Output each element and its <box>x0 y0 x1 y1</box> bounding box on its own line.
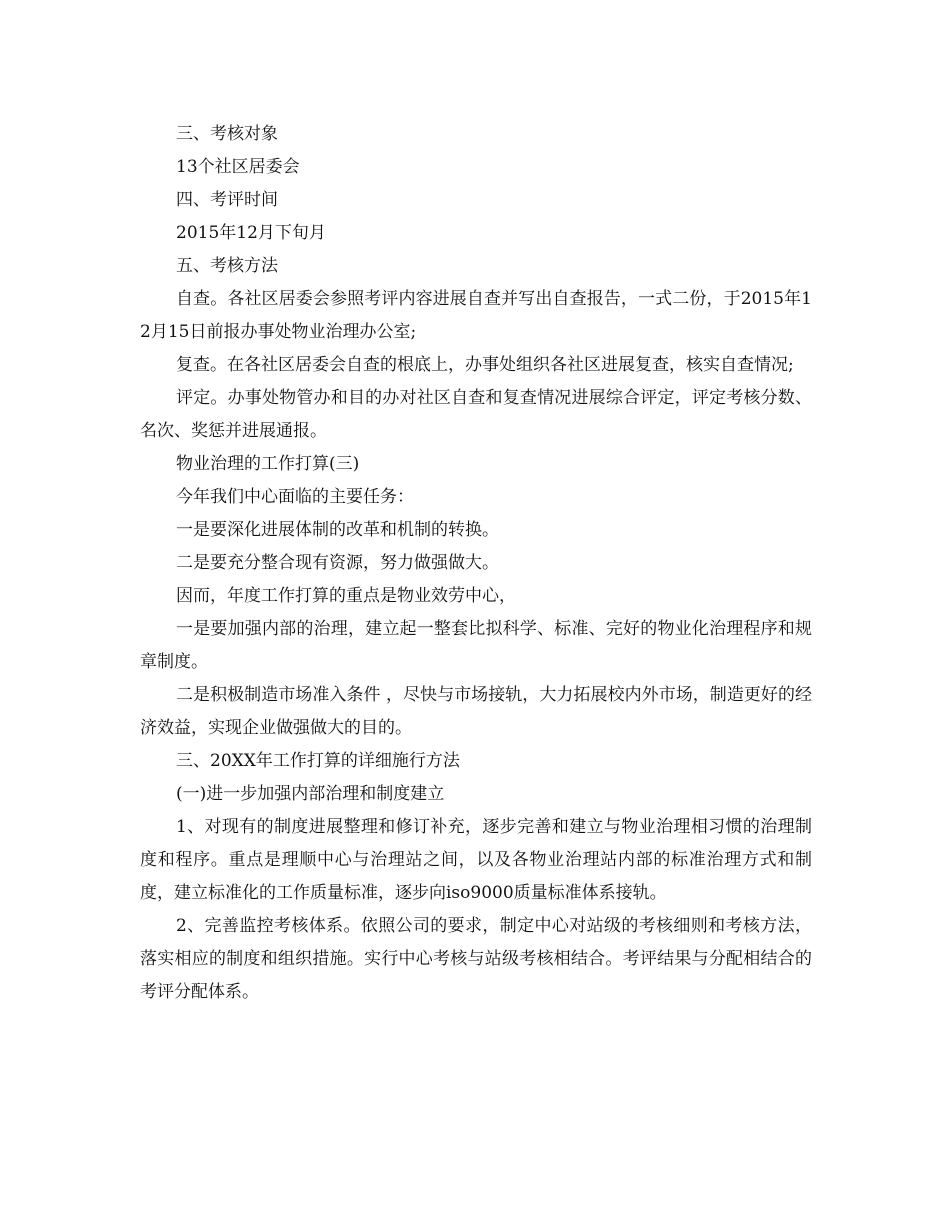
section-heading-assessment-target: 三、考核对象 <box>176 124 278 144</box>
paragraph: 复查。在各社区居委会自查的根底上，办事处组织各社区进展复查，核实自查情况; <box>176 355 794 375</box>
section-heading-implementation: 三、20XX年工作打算的详细施行方法 <box>176 751 460 771</box>
paragraph: 13个社区居委会 <box>176 157 300 177</box>
paragraph: 2、完善监控考核体系。依照公司的要求，制定中心对站级的考核细则和考核方法，落实相应的制度和组织措施。实行中心考核与站级考核相结合。考评结果与分配相结合的考评分配体系。 <box>140 916 812 1002</box>
paragraph: 评定。办事处物管办和目的办对社区自查和复查情况进展综合评定，评定考核分数、名次、奖惩并进展通报。 <box>140 388 812 441</box>
paragraph: 自查。各社区居委会参照考评内容进展自查并写出自查报告，一式二份，于2015年12月15日前报办事处物业治理办公室; <box>140 289 812 342</box>
document-body <box>140 118 812 1009</box>
paragraph: 因而，年度工作打算的重点是物业效劳中心， <box>176 586 516 606</box>
paragraph: 一是要深化进展体制的改革和机制的转换。 <box>176 520 499 540</box>
paragraph: 一是要加强内部的治理，建立起一整套比拟科学、标准、完好的物业化治理程序和规章制度。 <box>140 619 812 672</box>
section-heading-assessment-method: 五、考核方法 <box>176 256 278 276</box>
paragraph: 1、对现有的制度进展整理和修订补充，逐步完善和建立与物业治理相习惯的治理制度和程序。重点是理顺中心与治理站之间，以及各物业治理站内部的标准治理方式和制度，建立标准化的工作质量标准，逐步向iso9000质量标准体系接轨。 <box>140 817 812 903</box>
paragraph: 二是要充分整合现有资源，努力做强做大。 <box>176 553 499 573</box>
paragraph: 二是积极制造市场准入条件 ，尽快与市场接轨，大力拓展校内外市场，制造更好的经济效益，实现企业做强做大的目的。 <box>140 685 812 738</box>
paragraph: 2015年12月下旬月 <box>176 223 326 243</box>
paragraph: 今年我们中心面临的主要任务： <box>176 487 414 507</box>
subsection-heading: (一)进一步加强内部治理和制度建立 <box>176 784 445 804</box>
section-heading-work-plan: 物业治理的工作打算(三) <box>176 454 360 474</box>
section-heading-evaluation-time: 四、考评时间 <box>176 190 278 210</box>
